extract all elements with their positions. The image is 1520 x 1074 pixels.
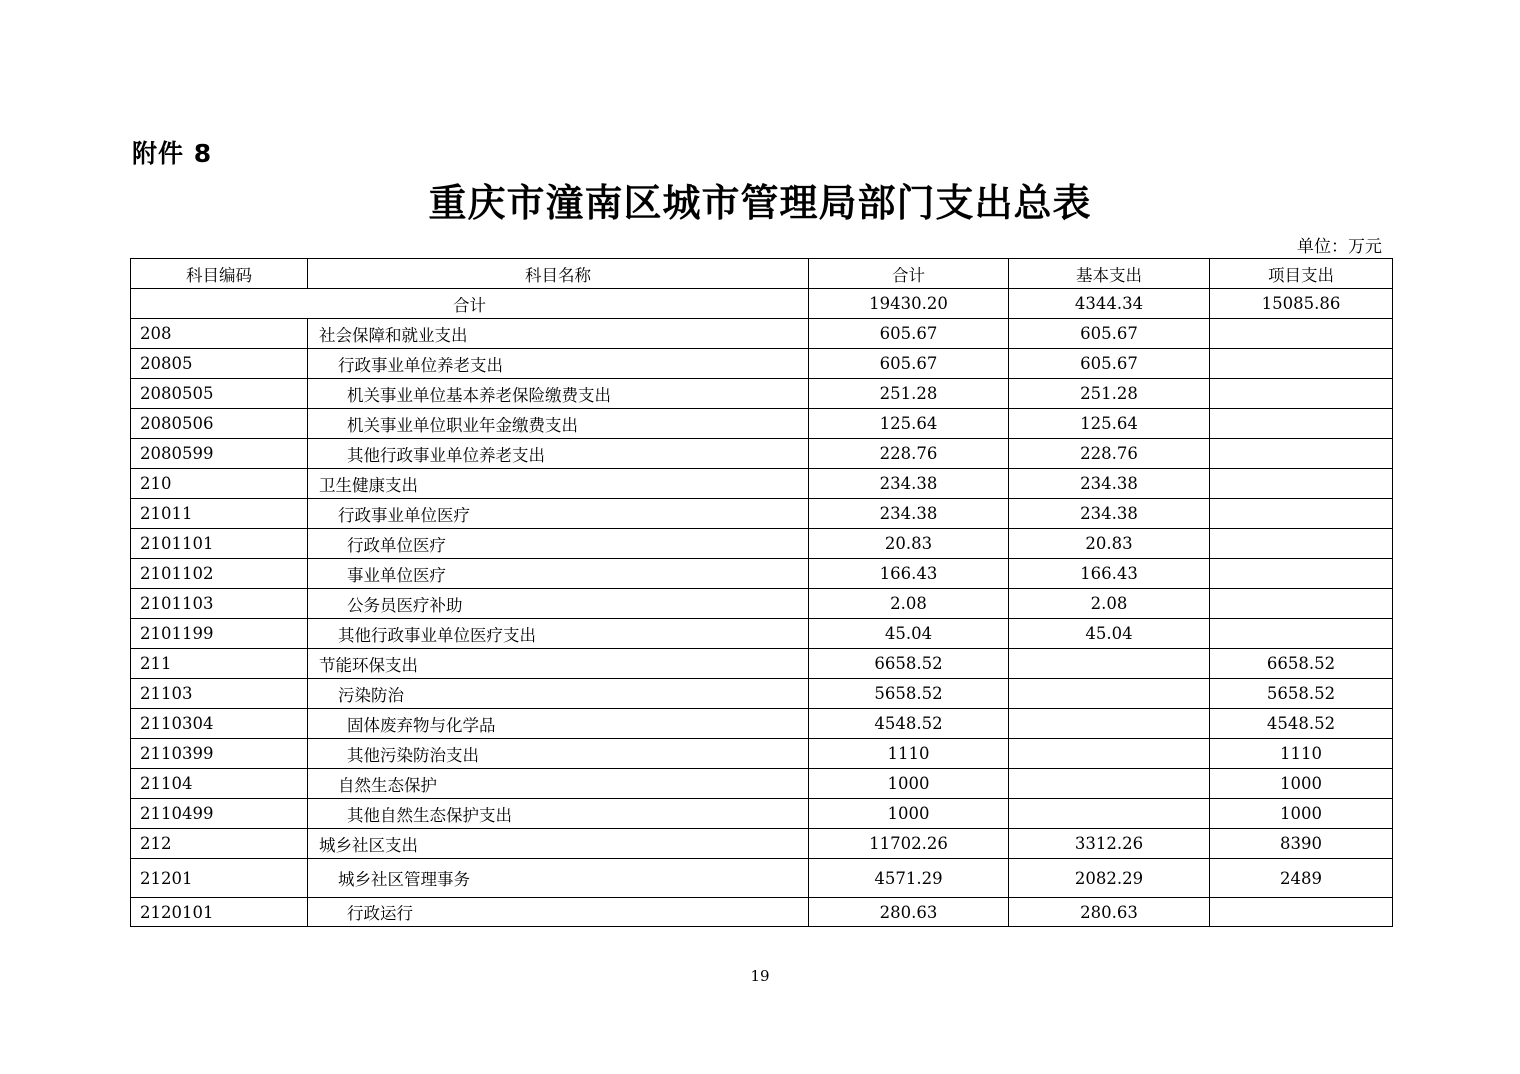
row-total: 605.67 xyxy=(809,349,1009,379)
row-name: 行政单位医疗 xyxy=(308,529,809,559)
row-total: 4548.52 xyxy=(809,709,1009,739)
row-project xyxy=(1210,409,1393,439)
row-name: 行政事业单位医疗 xyxy=(308,499,809,529)
row-code: 2080506 xyxy=(131,409,308,439)
row-total: 2.08 xyxy=(809,589,1009,619)
table-row xyxy=(131,709,1393,739)
row-project: 1110 xyxy=(1210,739,1393,769)
row-name: 自然生态保护 xyxy=(308,769,809,799)
table-row xyxy=(131,559,1393,589)
row-code: 2101103 xyxy=(131,589,308,619)
row-basic: 251.28 xyxy=(1009,379,1210,409)
row-basic xyxy=(1009,649,1210,679)
row-code: 2101101 xyxy=(131,529,308,559)
row-basic: 3312.26 xyxy=(1009,829,1210,859)
table-header-row xyxy=(131,259,1393,289)
row-basic: 605.67 xyxy=(1009,319,1210,349)
row-name: 节能环保支出 xyxy=(308,649,809,679)
row-basic: 2082.29 xyxy=(1009,859,1210,898)
unit-label: 单位：万元 xyxy=(1297,237,1382,257)
row-code: 2110399 xyxy=(131,739,308,769)
table-row xyxy=(131,379,1393,409)
row-basic: 20.83 xyxy=(1009,529,1210,559)
table-row xyxy=(131,319,1393,349)
row-project xyxy=(1210,559,1393,589)
row-project: 8390 xyxy=(1210,829,1393,859)
row-project xyxy=(1210,439,1393,469)
table-row xyxy=(131,799,1393,829)
row-project xyxy=(1210,379,1393,409)
row-total: 45.04 xyxy=(809,619,1009,649)
page-title: 重庆市潼南区城市管理局部门支出总表 xyxy=(428,180,1092,225)
total-row xyxy=(131,289,1393,319)
table-row xyxy=(131,349,1393,379)
row-project xyxy=(1210,469,1393,499)
row-basic: 280.63 xyxy=(1009,898,1210,927)
row-total: 1000 xyxy=(809,769,1009,799)
table-row xyxy=(131,469,1393,499)
row-project: 6658.52 xyxy=(1210,649,1393,679)
row-total: 228.76 xyxy=(809,439,1009,469)
row-project: 5658.52 xyxy=(1210,679,1393,709)
row-total: 5658.52 xyxy=(809,679,1009,709)
row-name: 污染防治 xyxy=(308,679,809,709)
row-project xyxy=(1210,499,1393,529)
table-row xyxy=(131,898,1393,927)
row-code: 21104 xyxy=(131,769,308,799)
table-row xyxy=(131,679,1393,709)
row-code: 211 xyxy=(131,649,308,679)
row-code: 212 xyxy=(131,829,308,859)
row-code: 2101199 xyxy=(131,619,308,649)
row-name: 其他污染防治支出 xyxy=(308,739,809,769)
table-row xyxy=(131,829,1393,859)
row-basic xyxy=(1009,769,1210,799)
row-project: 2489 xyxy=(1210,859,1393,898)
row-code: 21103 xyxy=(131,679,308,709)
row-basic: 228.76 xyxy=(1009,439,1210,469)
row-basic xyxy=(1009,799,1210,829)
row-project: 4548.52 xyxy=(1210,709,1393,739)
row-name: 机关事业单位基本养老保险缴费支出 xyxy=(308,379,809,409)
total-row-project: 15085.86 xyxy=(1210,289,1393,319)
table-row xyxy=(131,769,1393,799)
column-header-total: 合计 xyxy=(809,259,1009,289)
table-row xyxy=(131,439,1393,469)
row-total: 125.64 xyxy=(809,409,1009,439)
row-name: 公务员医疗补助 xyxy=(308,589,809,619)
row-name: 社会保障和就业支出 xyxy=(308,319,809,349)
row-total: 4571.29 xyxy=(809,859,1009,898)
row-code: 21201 xyxy=(131,859,308,898)
row-code: 208 xyxy=(131,319,308,349)
row-code: 21011 xyxy=(131,499,308,529)
row-project: 1000 xyxy=(1210,769,1393,799)
row-code: 210 xyxy=(131,469,308,499)
row-basic: 125.64 xyxy=(1009,409,1210,439)
table-row xyxy=(131,589,1393,619)
row-total: 234.38 xyxy=(809,499,1009,529)
row-name: 其他自然生态保护支出 xyxy=(308,799,809,829)
row-basic xyxy=(1009,679,1210,709)
row-name: 城乡社区管理事务 xyxy=(308,859,809,898)
expenditure-table xyxy=(130,258,1393,927)
row-project xyxy=(1210,319,1393,349)
row-total: 234.38 xyxy=(809,469,1009,499)
column-header-project: 项目支出 xyxy=(1210,259,1393,289)
row-name: 城乡社区支出 xyxy=(308,829,809,859)
column-header-name: 科目名称 xyxy=(308,259,809,289)
row-total: 251.28 xyxy=(809,379,1009,409)
row-code: 2110499 xyxy=(131,799,308,829)
row-name: 固体废弃物与化学品 xyxy=(308,709,809,739)
attachment-label: 附件 8 xyxy=(132,139,213,168)
row-project: 1000 xyxy=(1210,799,1393,829)
row-basic: 2.08 xyxy=(1009,589,1210,619)
row-name: 其他行政事业单位医疗支出 xyxy=(308,619,809,649)
column-header-basic: 基本支出 xyxy=(1009,259,1210,289)
table-row xyxy=(131,499,1393,529)
table-row xyxy=(131,649,1393,679)
row-code: 2080505 xyxy=(131,379,308,409)
table-row xyxy=(131,529,1393,559)
row-name: 其他行政事业单位养老支出 xyxy=(308,439,809,469)
row-total: 20.83 xyxy=(809,529,1009,559)
row-basic: 45.04 xyxy=(1009,619,1210,649)
row-total: 1110 xyxy=(809,739,1009,769)
row-name: 行政运行 xyxy=(308,898,809,927)
row-total: 280.63 xyxy=(809,898,1009,927)
row-name: 机关事业单位职业年金缴费支出 xyxy=(308,409,809,439)
row-code: 2101102 xyxy=(131,559,308,589)
table-row xyxy=(131,859,1393,898)
row-code: 2080599 xyxy=(131,439,308,469)
row-project xyxy=(1210,619,1393,649)
table-row xyxy=(131,619,1393,649)
row-total: 166.43 xyxy=(809,559,1009,589)
row-code: 2110304 xyxy=(131,709,308,739)
total-row-total: 19430.20 xyxy=(809,289,1009,319)
row-project xyxy=(1210,529,1393,559)
row-name: 卫生健康支出 xyxy=(308,469,809,499)
row-total: 11702.26 xyxy=(809,829,1009,859)
row-basic: 234.38 xyxy=(1009,499,1210,529)
row-project xyxy=(1210,589,1393,619)
column-header-code: 科目编码 xyxy=(131,259,308,289)
row-name: 行政事业单位养老支出 xyxy=(308,349,809,379)
row-code: 2120101 xyxy=(131,898,308,927)
table-row xyxy=(131,739,1393,769)
row-basic xyxy=(1009,739,1210,769)
row-project xyxy=(1210,349,1393,379)
table-row xyxy=(131,409,1393,439)
page-number: 19 xyxy=(750,967,770,985)
row-name: 事业单位医疗 xyxy=(308,559,809,589)
row-total: 6658.52 xyxy=(809,649,1009,679)
total-row-basic: 4344.34 xyxy=(1009,289,1210,319)
row-basic xyxy=(1009,709,1210,739)
total-row-label: 合计 xyxy=(131,289,809,319)
row-project xyxy=(1210,898,1393,927)
row-total: 605.67 xyxy=(809,319,1009,349)
row-code: 20805 xyxy=(131,349,308,379)
row-total: 1000 xyxy=(809,799,1009,829)
row-basic: 605.67 xyxy=(1009,349,1210,379)
row-basic: 234.38 xyxy=(1009,469,1210,499)
row-basic: 166.43 xyxy=(1009,559,1210,589)
